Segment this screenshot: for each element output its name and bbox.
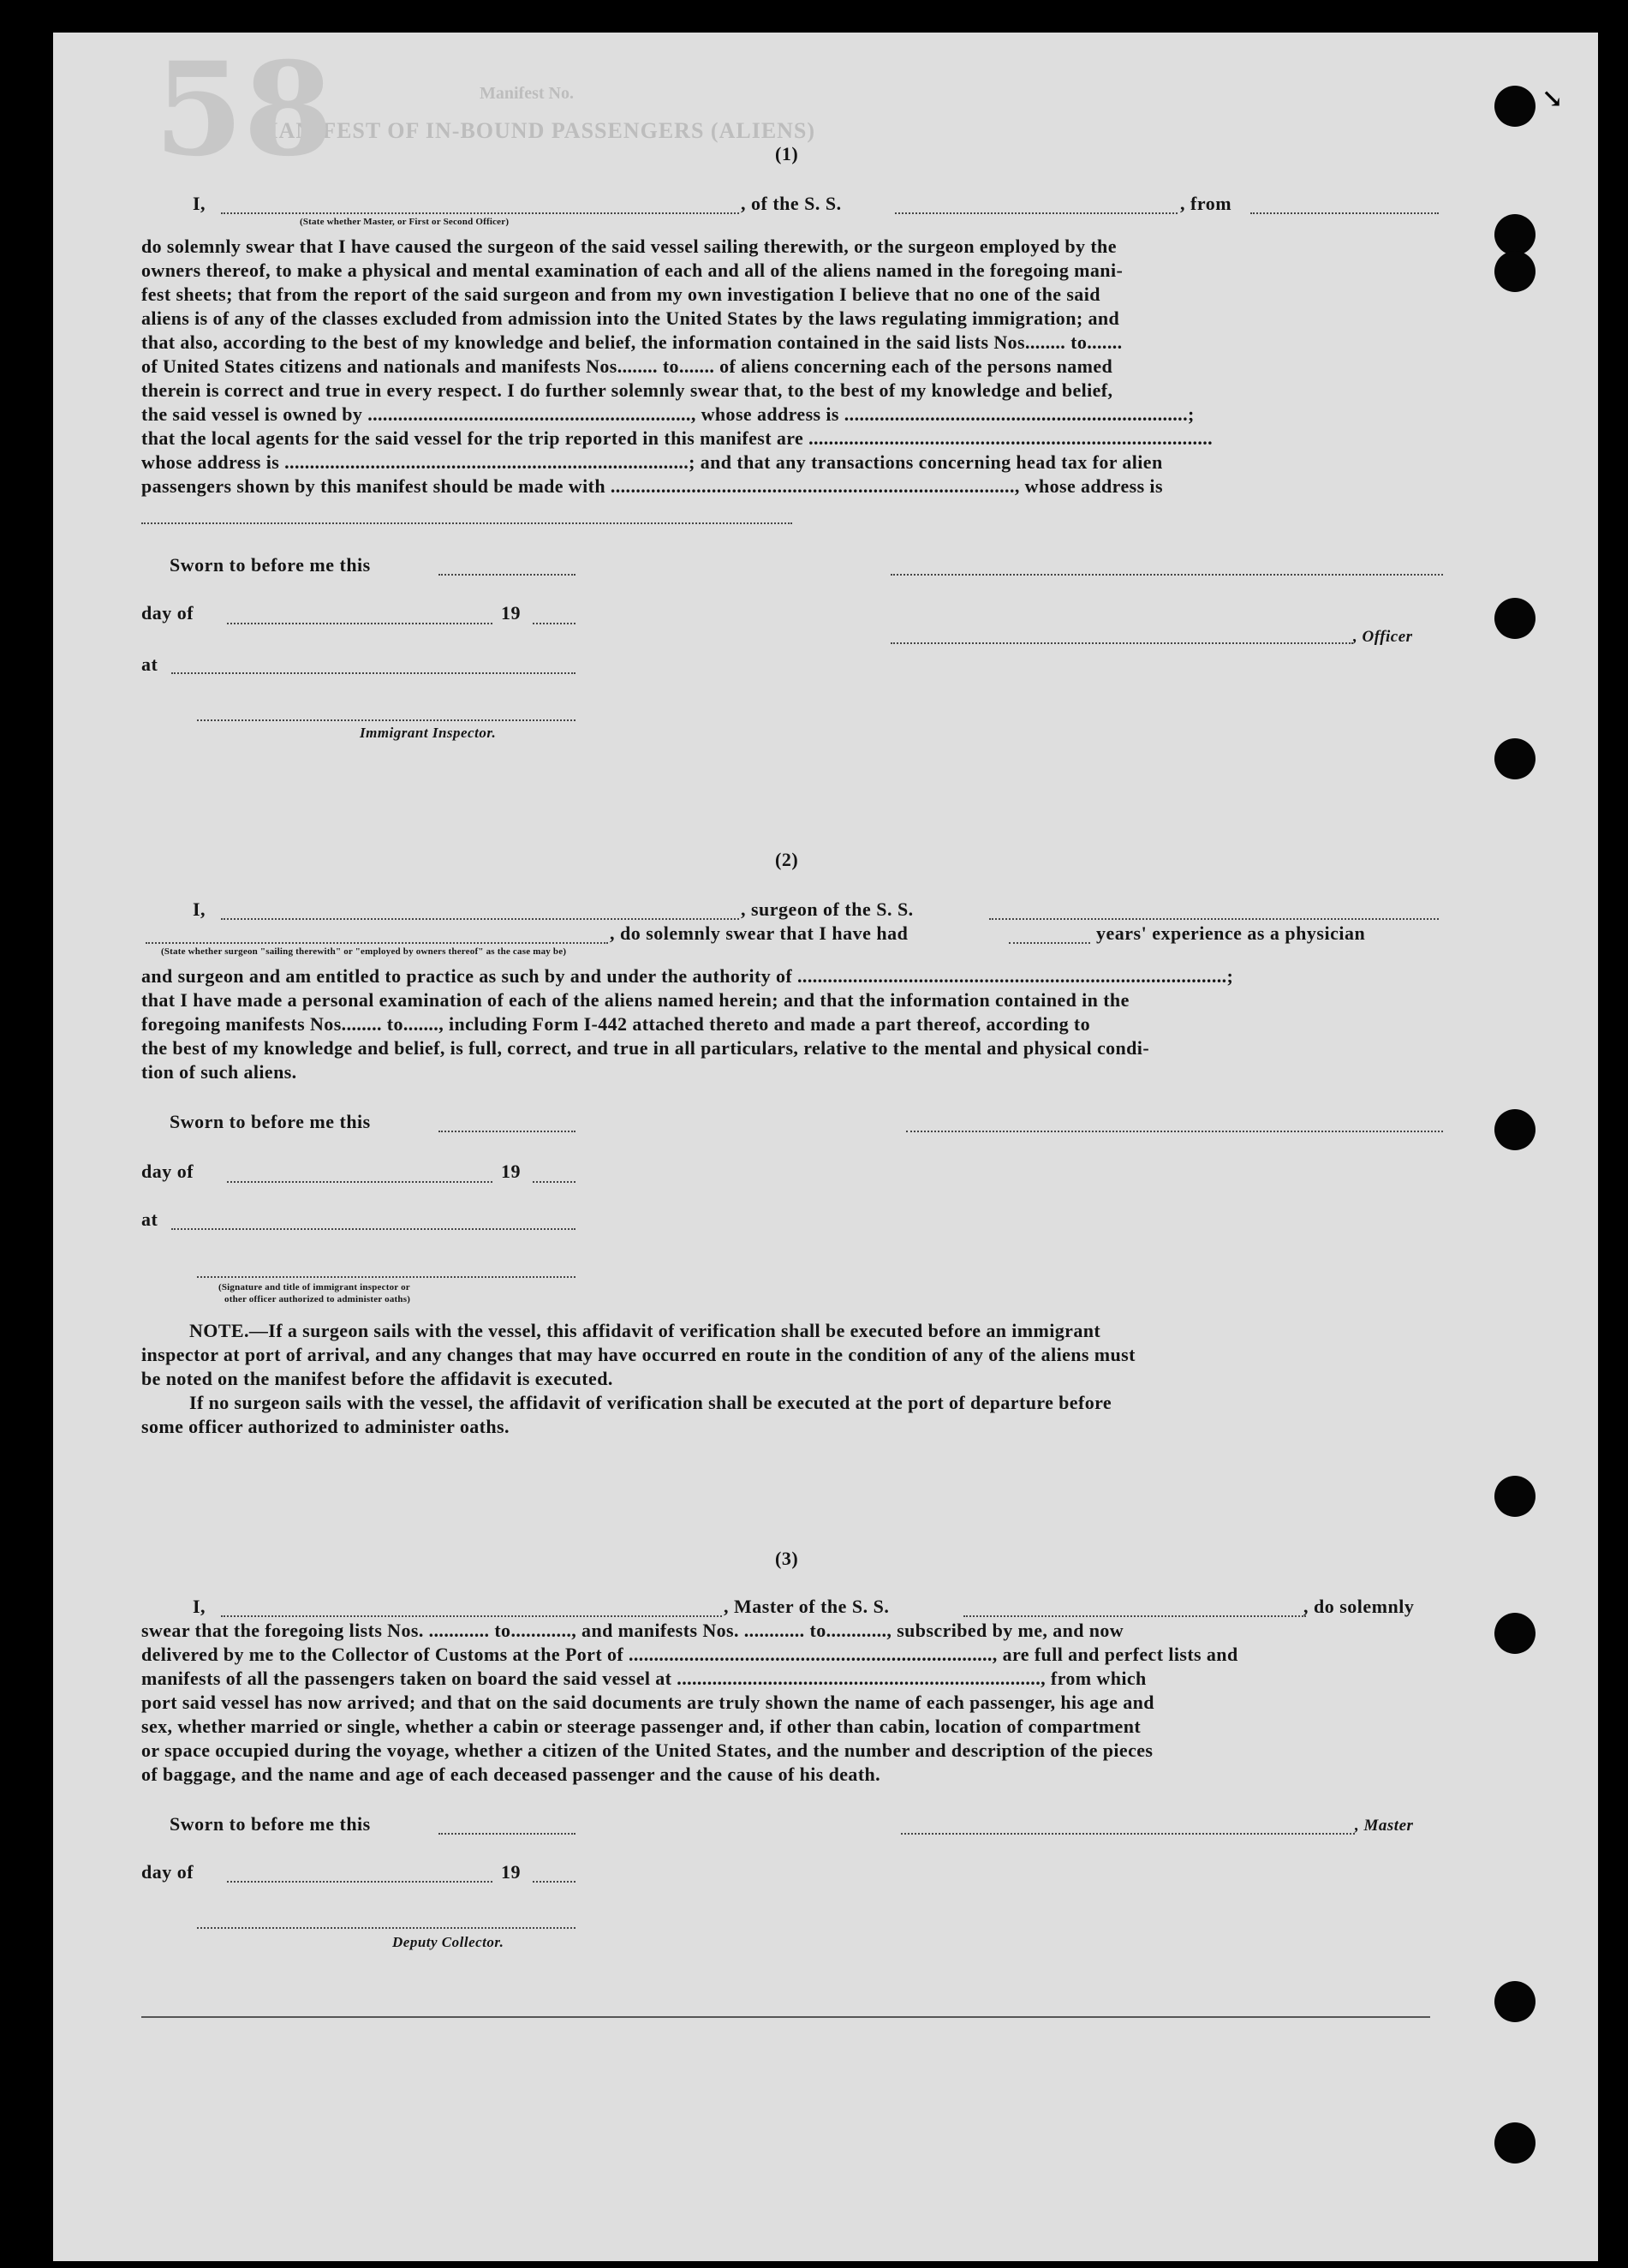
s1-body-line: that also, according to the best of my knowledge and belief, the information contained in the said lists Nos........ to....... bbox=[141, 331, 1123, 353]
edge-mark: ↘ bbox=[1542, 85, 1564, 113]
s3-solemnly-label: , do solemnly bbox=[1303, 1596, 1415, 1617]
s1-day-field[interactable] bbox=[227, 623, 492, 624]
punch-hole bbox=[1494, 214, 1536, 255]
s2-sworn-field[interactable] bbox=[438, 1131, 575, 1132]
s2-surgeon-signature-field[interactable] bbox=[906, 1131, 1443, 1132]
s1-at-label: at bbox=[141, 654, 158, 675]
s3-master-of-ss-label: , Master of the S. S. bbox=[724, 1596, 890, 1617]
s1-officer-signature-top-field[interactable] bbox=[891, 574, 1443, 576]
s1-day-of-label: day of bbox=[141, 602, 194, 624]
s3-body bbox=[141, 1619, 1443, 1787]
s2-note-line: some officer authorized to administer oaths. bbox=[141, 1416, 510, 1437]
s3-sworn-label: Sworn to before me this bbox=[170, 1813, 371, 1835]
s3-day-of-label: day of bbox=[141, 1861, 194, 1883]
s2-surgeon-of-ss-label: , surgeon of the S. S. bbox=[741, 898, 914, 920]
s2-body-line: that I have made a personal examination of each of the aliens named herein; and that the information contained in the bbox=[141, 989, 1130, 1011]
s3-body-line: swear that the foregoing lists Nos. ............ to............, and manifests Nos. ............ to............, subscribed by me, and now bbox=[141, 1620, 1124, 1641]
s1-body-line: whose address is ................................................................................; and that any transactions concerning head tax for alien bbox=[141, 451, 1163, 473]
punch-hole bbox=[1494, 598, 1536, 639]
ghost-manifest-title: MANIFEST OF IN-BOUND PASSENGERS (ALIENS) bbox=[257, 118, 816, 143]
s2-years-label: years' experience as a physician bbox=[1096, 922, 1366, 944]
s2-years-field[interactable] bbox=[1009, 942, 1090, 944]
s2-body-line: tion of such aliens. bbox=[141, 1061, 297, 1083]
s3-ship-name-field[interactable] bbox=[963, 1615, 1306, 1617]
s1-body bbox=[141, 235, 1443, 498]
ghost-manifest-number: Manifest No. bbox=[480, 84, 574, 103]
section-2-number: (2) bbox=[775, 849, 799, 870]
punch-hole bbox=[1494, 738, 1536, 779]
s3-body-line: or space occupied during the voyage, whether a citizen of the United States, and the number and description of the pieces bbox=[141, 1740, 1154, 1761]
s2-i-label: I, bbox=[193, 898, 206, 920]
s2-inspector-signature-field[interactable] bbox=[197, 1276, 575, 1278]
s2-note-line: If no surgeon sails with the vessel, the affidavit of verification shall be executed at the port of departure before bbox=[189, 1392, 1112, 1413]
s2-body bbox=[141, 964, 1443, 1084]
s1-address-continuation-field[interactable] bbox=[141, 522, 792, 524]
s3-master-signature-field[interactable] bbox=[901, 1833, 1355, 1835]
punch-hole bbox=[1494, 2122, 1536, 2164]
s1-ship-name-field[interactable] bbox=[895, 212, 1178, 214]
s3-day-field[interactable] bbox=[227, 1881, 492, 1883]
s3-body-line: port said vessel has now arrived; and that on the said documents are truly shown the name of each passenger, his age and bbox=[141, 1692, 1154, 1713]
s2-surgeon-name-field[interactable] bbox=[221, 918, 739, 920]
s2-at-label: at bbox=[141, 1209, 158, 1230]
s3-deputy-label: Deputy Collector. bbox=[392, 1934, 504, 1950]
s2-note-line: be noted on the manifest before the affidavit is executed. bbox=[141, 1368, 613, 1389]
section-3-number: (3) bbox=[775, 1548, 799, 1569]
s3-body-line: of baggage, and the name and age of each deceased passenger and the cause of his death. bbox=[141, 1764, 881, 1785]
s1-body-line: the said vessel is owned by ................................................................, whose address is ....................................................................; bbox=[141, 403, 1195, 425]
s2-surgeon-status-field[interactable] bbox=[146, 942, 608, 944]
s2-at-field[interactable] bbox=[171, 1228, 575, 1230]
s2-ship-name-field[interactable] bbox=[989, 918, 1439, 920]
s3-sworn-field[interactable] bbox=[438, 1833, 575, 1835]
s1-year-field[interactable] bbox=[533, 623, 575, 624]
s2-note-line: inspector at port of arrival, and any changes that may have occurred en route in the condition of any of the aliens must bbox=[141, 1344, 1136, 1365]
punch-hole bbox=[1494, 251, 1536, 292]
s1-officer-signature-field[interactable] bbox=[891, 642, 1353, 644]
s2-year-label: 19 bbox=[501, 1161, 521, 1182]
s2-body-line: the best of my knowledge and belief, is full, correct, and true in all particulars, relative to the mental and physical condi- bbox=[141, 1037, 1150, 1059]
s1-year-label: 19 bbox=[501, 602, 521, 624]
s3-year-label: 19 bbox=[501, 1861, 521, 1883]
s3-i-label: I, bbox=[193, 1596, 206, 1617]
s1-i-label: I, bbox=[193, 193, 206, 214]
s2-day-field[interactable] bbox=[227, 1181, 492, 1183]
s1-officer-name-field[interactable] bbox=[221, 212, 739, 214]
s3-master-name-field[interactable] bbox=[221, 1615, 722, 1617]
s2-day-of-label: day of bbox=[141, 1161, 194, 1182]
s3-body-line: sex, whether married or single, whether a cabin or steerage passenger and, if other than cabin, location of compartment bbox=[141, 1716, 1142, 1737]
s3-body-line: manifests of all the passengers taken on board the said vessel at ........................................................................, from which bbox=[141, 1668, 1147, 1689]
s2-signature-caption-2: other officer authorized to administer oaths) bbox=[224, 1294, 411, 1304]
s1-body-line: owners thereof, to make a physical and mental examination of each and all of the aliens named in the foregoing mani- bbox=[141, 260, 1124, 281]
bottom-rule bbox=[141, 2016, 1430, 2018]
s1-sworn-field[interactable] bbox=[438, 574, 575, 576]
s3-year-field[interactable] bbox=[533, 1881, 575, 1883]
s1-sworn-label: Sworn to before me this bbox=[170, 554, 371, 576]
s2-year-field[interactable] bbox=[533, 1181, 575, 1183]
s3-body-line: delivered by me to the Collector of Customs at the Port of ........................................................................, are full and perfect lists and bbox=[141, 1644, 1238, 1665]
section-1-number: (1) bbox=[775, 143, 799, 164]
punch-hole bbox=[1494, 1476, 1536, 1517]
s1-at-field[interactable] bbox=[171, 672, 575, 674]
s2-note-line: NOTE.—If a surgeon sails with the vessel, this affidavit of verification shall be executed before an immigrant bbox=[189, 1320, 1101, 1341]
ghost-number-stamp: 58 bbox=[154, 34, 333, 185]
s1-body-line: fest sheets; that from the report of the said surgeon and from my own investigation I believe that no one of the said bbox=[141, 284, 1100, 305]
s2-sworn-label: Sworn to before me this bbox=[170, 1111, 371, 1132]
s1-from-field[interactable] bbox=[1250, 212, 1439, 214]
s1-body-line: that the local agents for the said vessel for the trip reported in this manifest are ................................................................................ bbox=[141, 427, 1214, 449]
s2-swear-label: , do solemnly swear that I have had bbox=[610, 922, 909, 944]
s2-signature-caption-1: (Signature and title of immigrant inspector or bbox=[218, 1282, 410, 1292]
s2-note bbox=[141, 1319, 1443, 1439]
s1-body-line: aliens is of any of the classes excluded from admission into the United States by the laws regulating immigration; and bbox=[141, 307, 1120, 329]
s1-officer-caption: (State whether Master, or First or Second Officer) bbox=[300, 217, 510, 227]
punch-hole bbox=[1494, 1613, 1536, 1654]
s2-surgeon-caption: (State whether surgeon "sailing therewith" or "employed by owners thereof" as the case may be) bbox=[161, 946, 567, 957]
s1-officer-label: , Officer bbox=[1353, 628, 1413, 646]
s1-body-line: passengers shown by this manifest should be made with ................................................................................, whose address is bbox=[141, 475, 1163, 497]
punch-hole bbox=[1494, 1109, 1536, 1150]
s2-body-line: foregoing manifests Nos........ to......., including Form I-442 attached thereto and made a part thereof, according to bbox=[141, 1013, 1091, 1035]
punch-hole bbox=[1494, 1981, 1536, 2022]
s1-from-label: , from bbox=[1180, 193, 1232, 214]
s3-collector-signature-field[interactable] bbox=[197, 1927, 575, 1929]
punch-hole bbox=[1494, 86, 1536, 127]
s1-inspector-label: Immigrant Inspector. bbox=[360, 725, 497, 741]
s1-body-line: therein is correct and true in every respect. I do further solemnly swear that, to the best of my knowledge and belief, bbox=[141, 379, 1113, 401]
s2-body-line: and surgeon and am entitled to practice as such by and under the authority of .....................................................................................; bbox=[141, 965, 1234, 987]
s1-body-line: do solemnly swear that I have caused the surgeon of the said vessel sailing therewith, or the surgeon employed by the bbox=[141, 236, 1117, 257]
s3-master-label: , Master bbox=[1355, 1817, 1414, 1835]
s1-body-line: of United States citizens and nationals and manifests Nos........ to....... of aliens concerning each of the persons named bbox=[141, 355, 1113, 377]
s1-of-ss-label: , of the S. S. bbox=[741, 193, 842, 214]
